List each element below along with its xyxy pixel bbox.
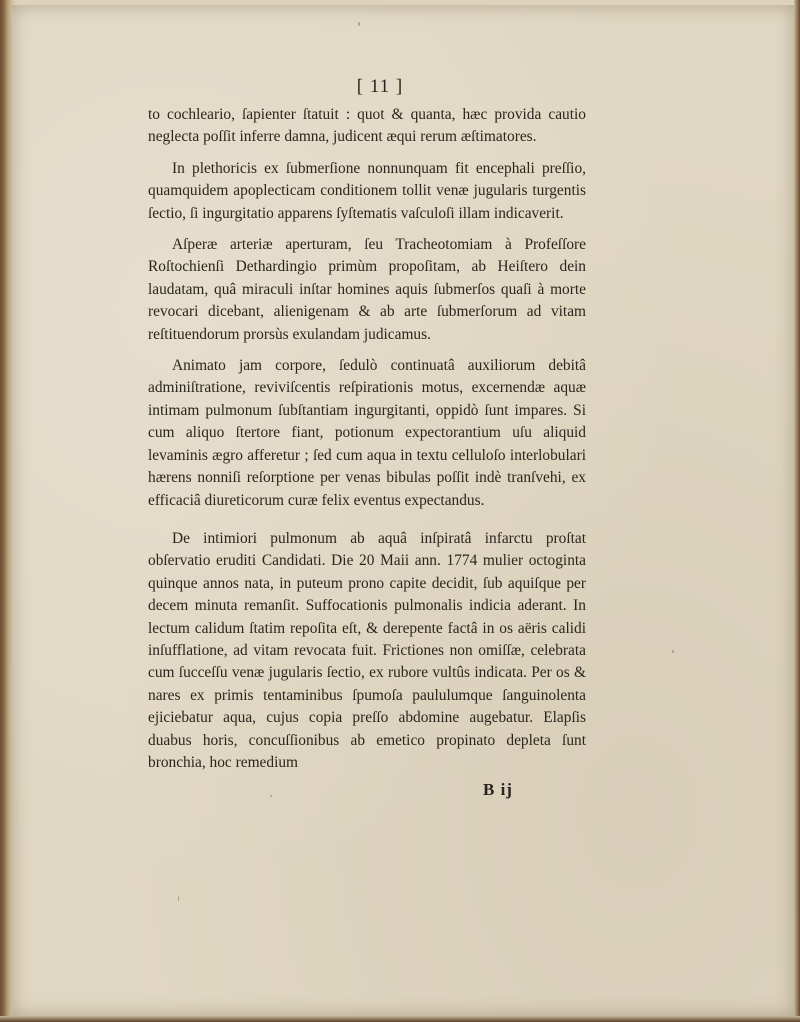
paragraph-1: to cochleario, ſapienter ſtatuit : quot & quanta, hæc provida cautio neglecta poſſit inferre damna, judicent æqui rerum æſtimatores.	[148, 106, 586, 146]
paragraph-2: In plethoricis ex ſubmerſione nonnunquam fit encephali preſſio, quamquidem apoplecticam conditionem tollit venæ jugularis turgentis ſectio, ſi ingurgitatio apparens ſyſtematis vaſculoſi illam indicaverit.	[148, 159, 586, 222]
paragraph-3: Aſperæ arteriæ aperturam, ſeu Tracheotomiam à Profeſſore Roſtochienſi Dethardingio primùm propoſitam, ab Heiſtero dein laudatam, quâ miraculi inſtar homines aquis ſubmerſos quaſi à morte revocari dicebant, alienigenam & ab arte ſubmerſorum ad vitam reſtituendorum prorsùs exulandam judicamus.	[148, 236, 586, 343]
paragraph-5: De intimiori pulmonum ab aquâ inſpiratâ infarctu proſtat obſervatio eruditi Candidati. Die 20 Maii ann. 1774 mulier octoginta quinque annos nata, in puteum prono capite decidit, ſub aquiſque per decem minuta remanſit. Suffocationis pulmonalis indicia aderant. In lectum calidum ſtatim repoſita eſt, & derepente factâ in os aëris calidi inſufflatione, ad vitam revocata fuit. Frictiones non omiſſæ, celebrata cum ſucceſſu venæ jugularis ſectio, ex rubore vultûs indicata. Per os & nares ex primis tentaminibus ſpumoſa paululumque ſanguinolenta ejiciebatur aqua, cujus copia preſſo abdomine augebatur. Elapſis duabus horis, concuſſionibus ab emetico propinato depleta ſunt bronchia, hoc remedium	[148, 529, 586, 771]
signature-mark: B ij	[483, 780, 513, 799]
paper-speck	[358, 22, 360, 26]
paragraph-4: Animato jam corpore, ſedulò continuatâ auxiliorum debitâ adminiſtratione, reviviſcentis reſpirationis motus, excernendæ aquæ intimam pulmonum ſubſtantiam ingurgitanti, oppidò ſunt impares. Si cum aliquo ſtertore fiant, potionum expectorantium uſu aliquid levaminis ægro afferetur ; ſed cum aqua in textu celluloſo interlobulari hærens nonniſi reſorptione per venas bibulas poſſit indè tranſvehi, ex efficaciâ diureticorum curæ felix eventus expectandus.	[148, 357, 586, 509]
body-text	[148, 104, 586, 774]
paper-speck	[270, 795, 272, 797]
page-edge-right	[794, 0, 800, 1022]
page-edge-bottom	[0, 1016, 800, 1022]
paper-speck	[178, 896, 179, 901]
page-number-header: [ 11 ]	[356, 76, 404, 97]
paper-speck	[672, 650, 674, 653]
